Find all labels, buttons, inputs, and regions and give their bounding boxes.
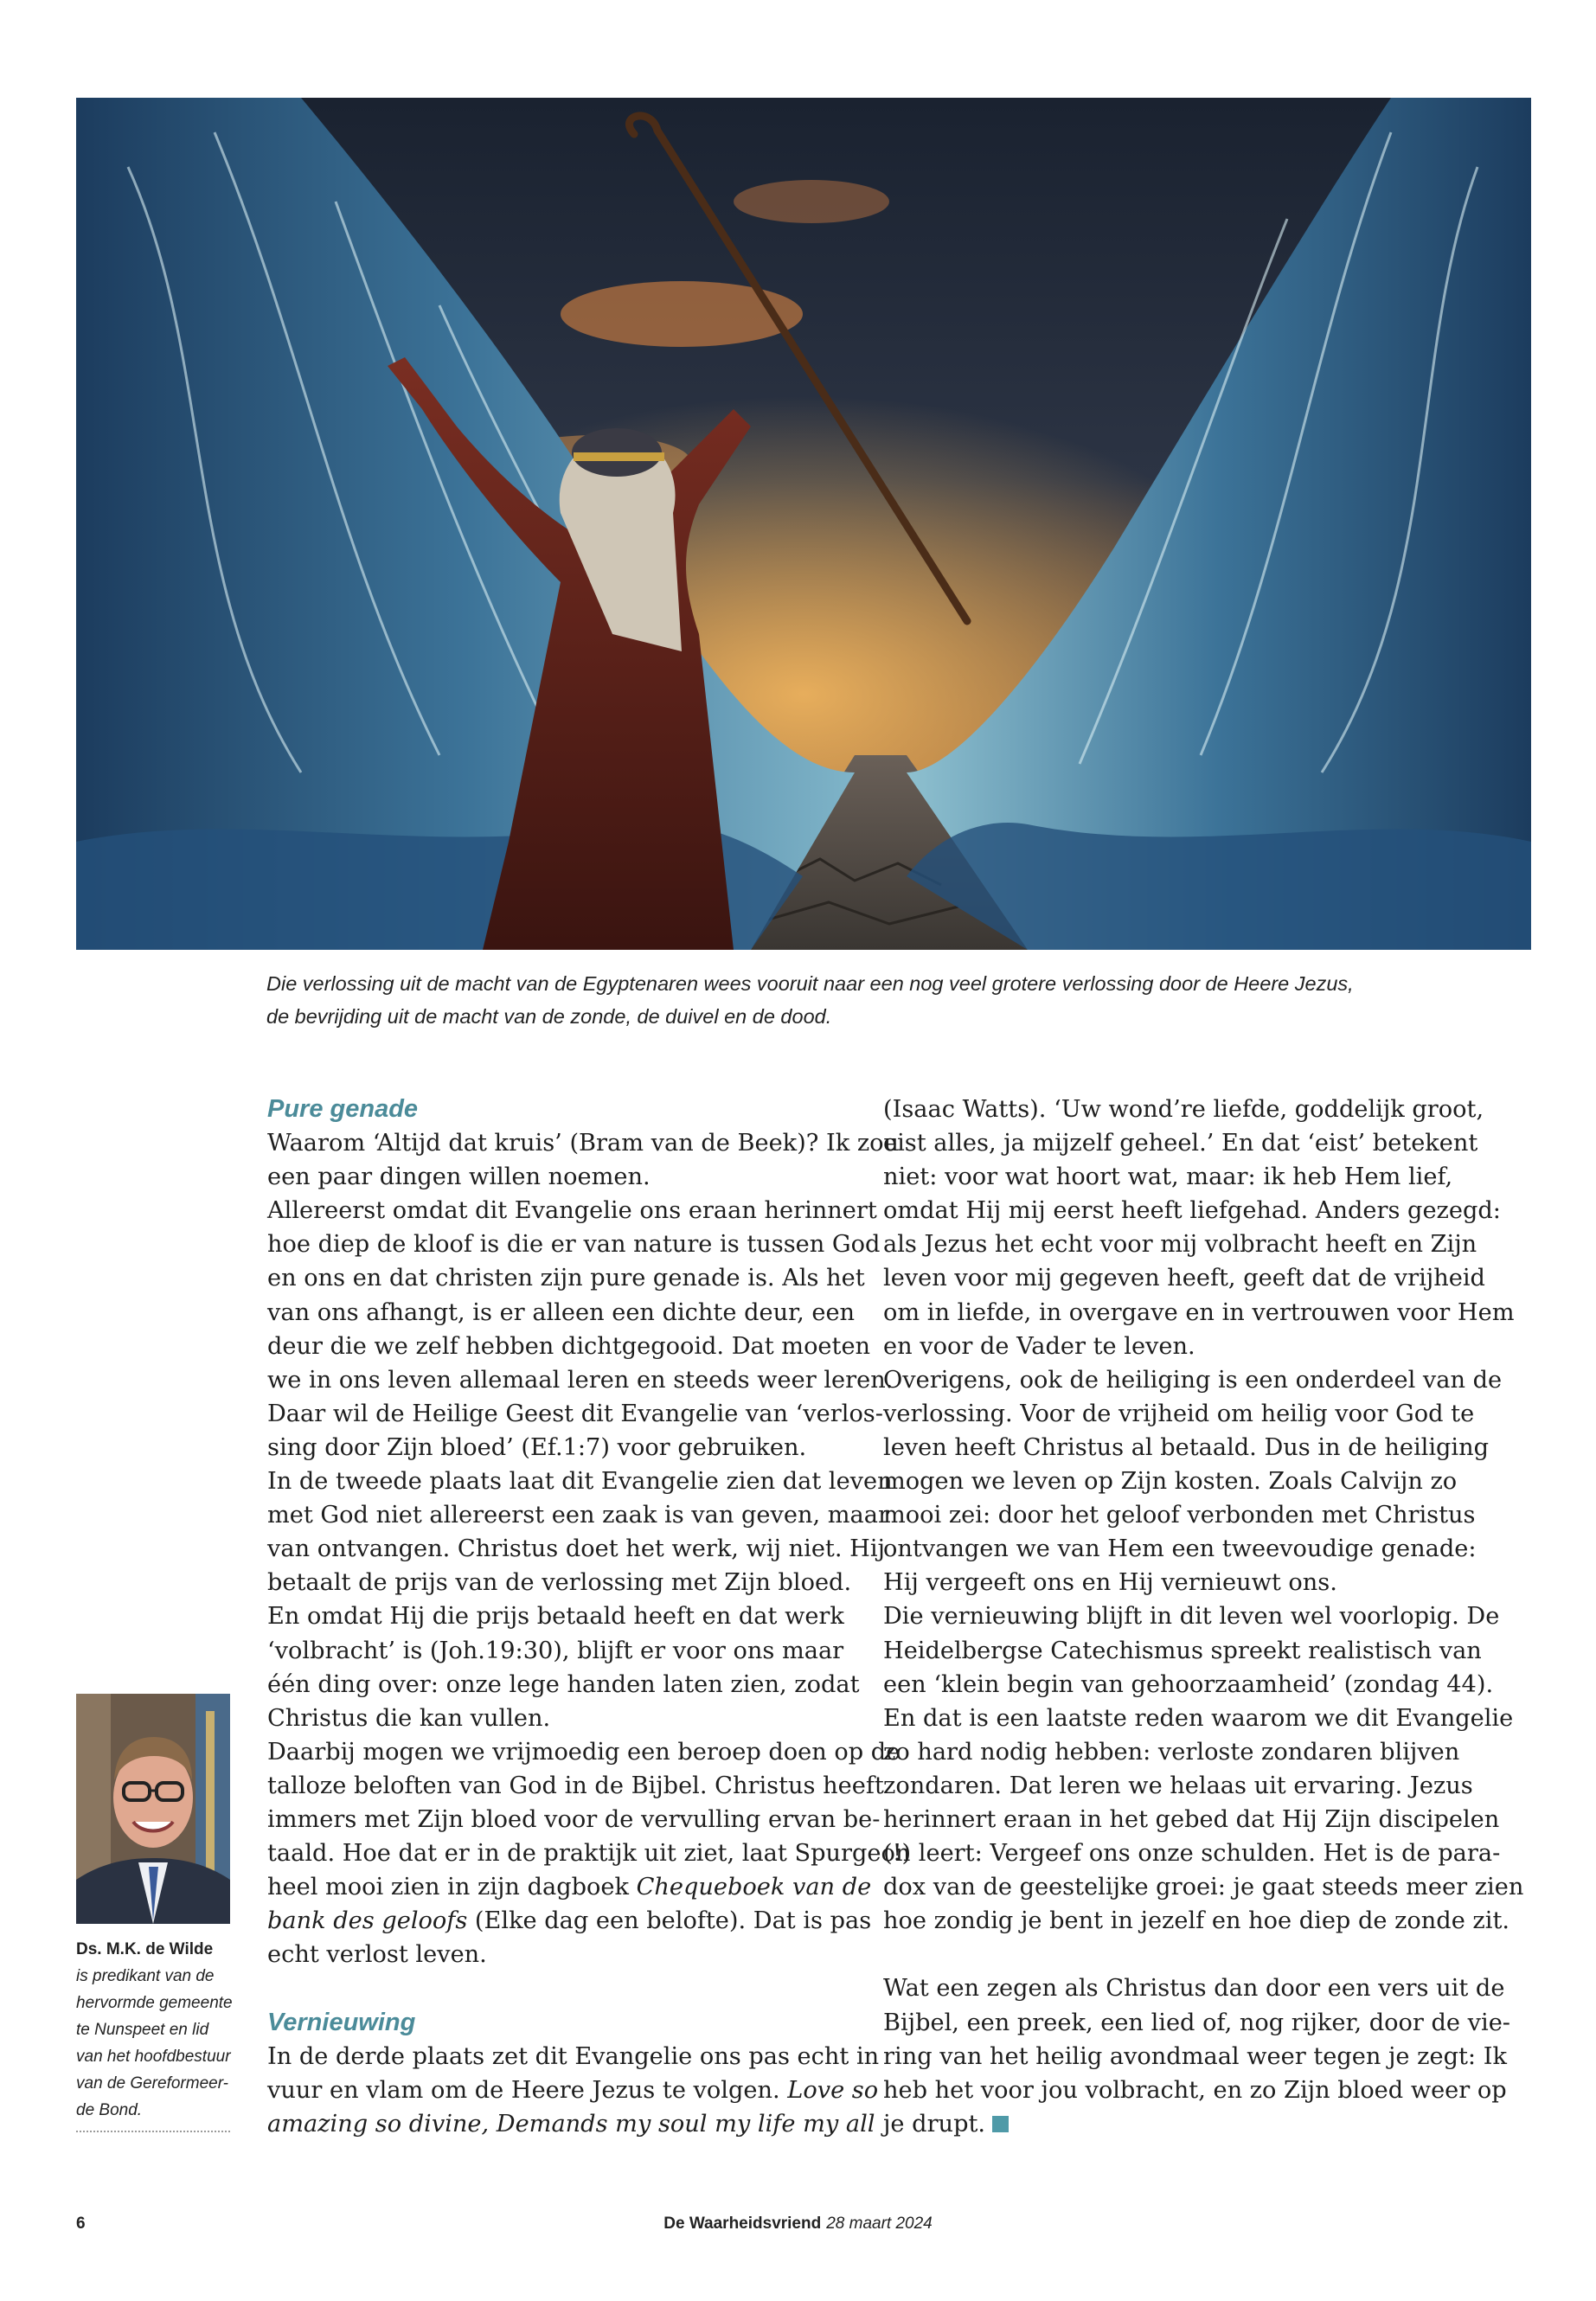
body-line: zo hard nodig hebben: verloste zondaren blijven — [883, 1738, 1460, 1766]
body-line: Hij vergeeft ons en Hij vernieuwt ons. — [883, 1569, 1337, 1597]
author-bio-line: de Bond. — [76, 2101, 143, 2119]
body-line: mooi zei: door het geloof verbonden met Christus — [883, 1502, 1476, 1529]
body-line: (Isaac Watts). ‘Uw wond’re liefde, goddelijk groot, — [883, 1096, 1484, 1123]
body-line: heb het voor jou volbracht, en zo Zijn bloed weer op — [883, 2076, 1507, 2104]
body-line: van ontvangen. Christus doet het werk, wij niet. Hij — [267, 1535, 885, 1563]
body-line: van ons afhangt, is er alleen een dichte deur, een — [267, 1298, 856, 1326]
body-line: met God niet allereerst een zaak is van geven, maar — [267, 1502, 889, 1529]
caption-line: de bevrijding uit de macht van de zonde, de duivel en de dood. — [266, 1005, 832, 1028]
body-line — [267, 1904, 872, 1938]
body-line: betaalt de prijs van de verlossing met Zijn bloed. — [267, 1569, 852, 1597]
body-line: Allereerst omdat dit Evangelie ons eraan herinnert — [267, 1197, 877, 1225]
body-line: hoe diep de kloof is die er van nature is tussen God — [267, 1231, 881, 1259]
text-run: (Elke dag een belofte). Dat is pas — [467, 1907, 872, 1935]
body-line: één ding over: onze lege handen laten zien, zodat — [267, 1670, 860, 1698]
left-column — [267, 1093, 911, 2141]
publication-name: De Waarheidsvriend — [663, 2214, 822, 2233]
hymn-quote: amazing so divine, Demands my soul my life my all — [267, 2110, 875, 2138]
body-line: hoe zondig je bent in jezelf en hoe diep de zonde zit. — [883, 1907, 1510, 1935]
body-line: deur die we zelf hebben dichtgegooid. Dat moeten — [267, 1332, 871, 1360]
body-line: In de derde plaats zet dit Evangelie ons pas echt in — [267, 2042, 880, 2070]
body-line: zondaren. Dat leren we helaas uit ervaring. Jezus — [883, 1772, 1473, 1799]
body-line: mogen we leven op Zijn kosten. Zoals Calvijn zo — [883, 1468, 1458, 1496]
text-run: heel mooi zien in zijn dagboek — [267, 1874, 637, 1901]
body-line: immers met Zijn bloed voor de vervulling ervan be- — [267, 1805, 881, 1833]
body-line: En dat is een laatste reden waarom we dit Evangelie — [883, 1704, 1514, 1732]
author-info — [76, 1936, 233, 2124]
section-heading-vernieuwing: Vernieuwing — [267, 2008, 416, 2036]
body-line: eist alles, ja mijzelf geheel.’ En dat ‘eist’ betekent — [883, 1130, 1478, 1157]
body-line: als Jezus het echt voor mij volbracht heeft en Zijn — [883, 1231, 1477, 1259]
issue-date: 28 maart 2024 — [826, 2214, 933, 2233]
author-bio-line: te Nunspeet en lid — [76, 2021, 209, 2039]
book-title: Chequeboek van de — [636, 1874, 872, 1901]
body-line: In de tweede plaats laat dit Evangelie zien dat leven — [267, 1468, 893, 1496]
author-bio-line: van het hoofdbestuur — [76, 2048, 231, 2066]
red-sea-illustration — [76, 98, 1531, 950]
body-line: Overigens, ook de heiliging is een onderdeel van de — [883, 1366, 1503, 1394]
body-line: En omdat Hij die prijs betaald heeft en dat werk — [267, 1603, 844, 1631]
body-line: Wat een zegen als Christus dan door een vers uit de — [883, 1975, 1505, 2003]
body-line: Daar wil de Heilige Geest dit Evangelie van ‘verlos- — [267, 1400, 883, 1427]
body-line — [267, 1870, 872, 1904]
author-bio-line: is predikant van de — [76, 1967, 215, 1985]
body-line: Waarom ‘Altijd dat kruis’ (Bram van de Beek)? Ik zou — [267, 1130, 900, 1157]
body-line: talloze beloften van God in de Bijbel. Christus heeft — [267, 1772, 884, 1799]
hymn-quote: Love so — [787, 2076, 879, 2104]
body-line: om in liefde, in overgave en in vertrouwen voor Hem — [883, 1298, 1515, 1326]
body-line: herinnert eraan in het gebed dat Hij Zijn discipelen — [883, 1805, 1500, 1833]
body-line — [883, 2107, 1471, 2141]
body-line: Die vernieuwing blijft in dit leven wel voorlopig. De — [883, 1603, 1500, 1631]
body-line: een paar dingen willen noemen. — [267, 1163, 651, 1191]
paragraph-gap — [267, 1971, 856, 2005]
paragraph-gap — [883, 1938, 1471, 1971]
section-heading-pure-genade: Pure genade — [267, 1095, 419, 1123]
body-line: een ‘klein begin van gehoorzaamheid’ (zondag 44). — [883, 1670, 1494, 1698]
body-line: Christus die kan vullen. — [267, 1704, 551, 1732]
body-line: ontvangen we van Hem een tweevoudige genade: — [883, 1535, 1477, 1563]
author-bio-line: van de Gereformeer- — [76, 2074, 229, 2093]
body-line: niet: voor wat hoort wat, maar: ik heb Hem lief, — [883, 1163, 1453, 1191]
body-line: dox van de geestelijke groei: je gaat steeds meer zien — [883, 1874, 1524, 1901]
caption-line: Die verlossing uit de macht van de Egyptenaren wees vooruit naar een nog veel grotere verlossing door de Heere Jezus, — [266, 972, 1354, 995]
text-run: je drupt. — [883, 2110, 986, 2138]
body-line: verlossing. Voor de vrijheid om heilig voor God te — [883, 1400, 1475, 1427]
page-number: 6 — [76, 2214, 86, 2233]
body-line: sing door Zijn bloed’ (Ef.1:7) voor gebruiken. — [267, 1433, 807, 1461]
body-line: en ons en dat christen zijn pure genade is. Als het — [267, 1265, 865, 1292]
hero-image — [76, 98, 1531, 950]
author-name: Ds. M.K. de Wilde — [76, 1940, 214, 1958]
page-footer — [0, 2214, 1596, 2234]
body-line: Bijbel, een preek, een lied of, nog rijker, door de vie- — [883, 2009, 1510, 2036]
author-divider — [76, 2131, 230, 2132]
image-caption — [266, 967, 1391, 1033]
body-line — [267, 2073, 879, 2107]
body-line — [267, 2107, 875, 2141]
end-of-article-marker — [992, 2116, 1009, 2132]
body-line: we in ons leven allemaal leren en steeds weer leren. — [267, 1366, 894, 1394]
body-line: en voor de Vader te leven. — [883, 1332, 1195, 1360]
body-line: taald. Hoe dat er in de praktijk uit ziet, laat Spurgeon — [267, 1840, 911, 1868]
body-line: omdat Hij mij eerst heeft liefgehad. Anders gezegd: — [883, 1197, 1501, 1225]
right-column — [883, 1093, 1524, 2141]
body-line: ‘volbracht’ is (Joh.19:30), blijft er voor ons maar — [267, 1637, 844, 1664]
author-photo — [76, 1694, 230, 1924]
body-line: echt verlost leven. — [267, 1941, 487, 1969]
body-line: (!) leert: Vergeef ons onze schulden. Het is de para- — [883, 1840, 1501, 1868]
body-line: ring van het heilig avondmaal weer tegen je zegt: Ik — [883, 2042, 1507, 2070]
body-line: leven heeft Christus al betaald. Dus in de heiliging — [883, 1433, 1490, 1461]
text-run: vuur en vlam om de Heere Jezus te volgen. — [267, 2076, 788, 2104]
body-line: Heidelbergse Catechismus spreekt realistisch van — [883, 1637, 1482, 1664]
author-portrait — [76, 1694, 230, 1924]
book-title: bank des geloofs — [267, 1907, 468, 1935]
author-bio-line: hervormde gemeente — [76, 1994, 233, 2012]
body-line: Daarbij mogen we vrijmoedig een beroep doen op de — [267, 1738, 901, 1766]
body-line: leven voor mij gegeven heeft, geeft dat de vrijheid — [883, 1265, 1485, 1292]
